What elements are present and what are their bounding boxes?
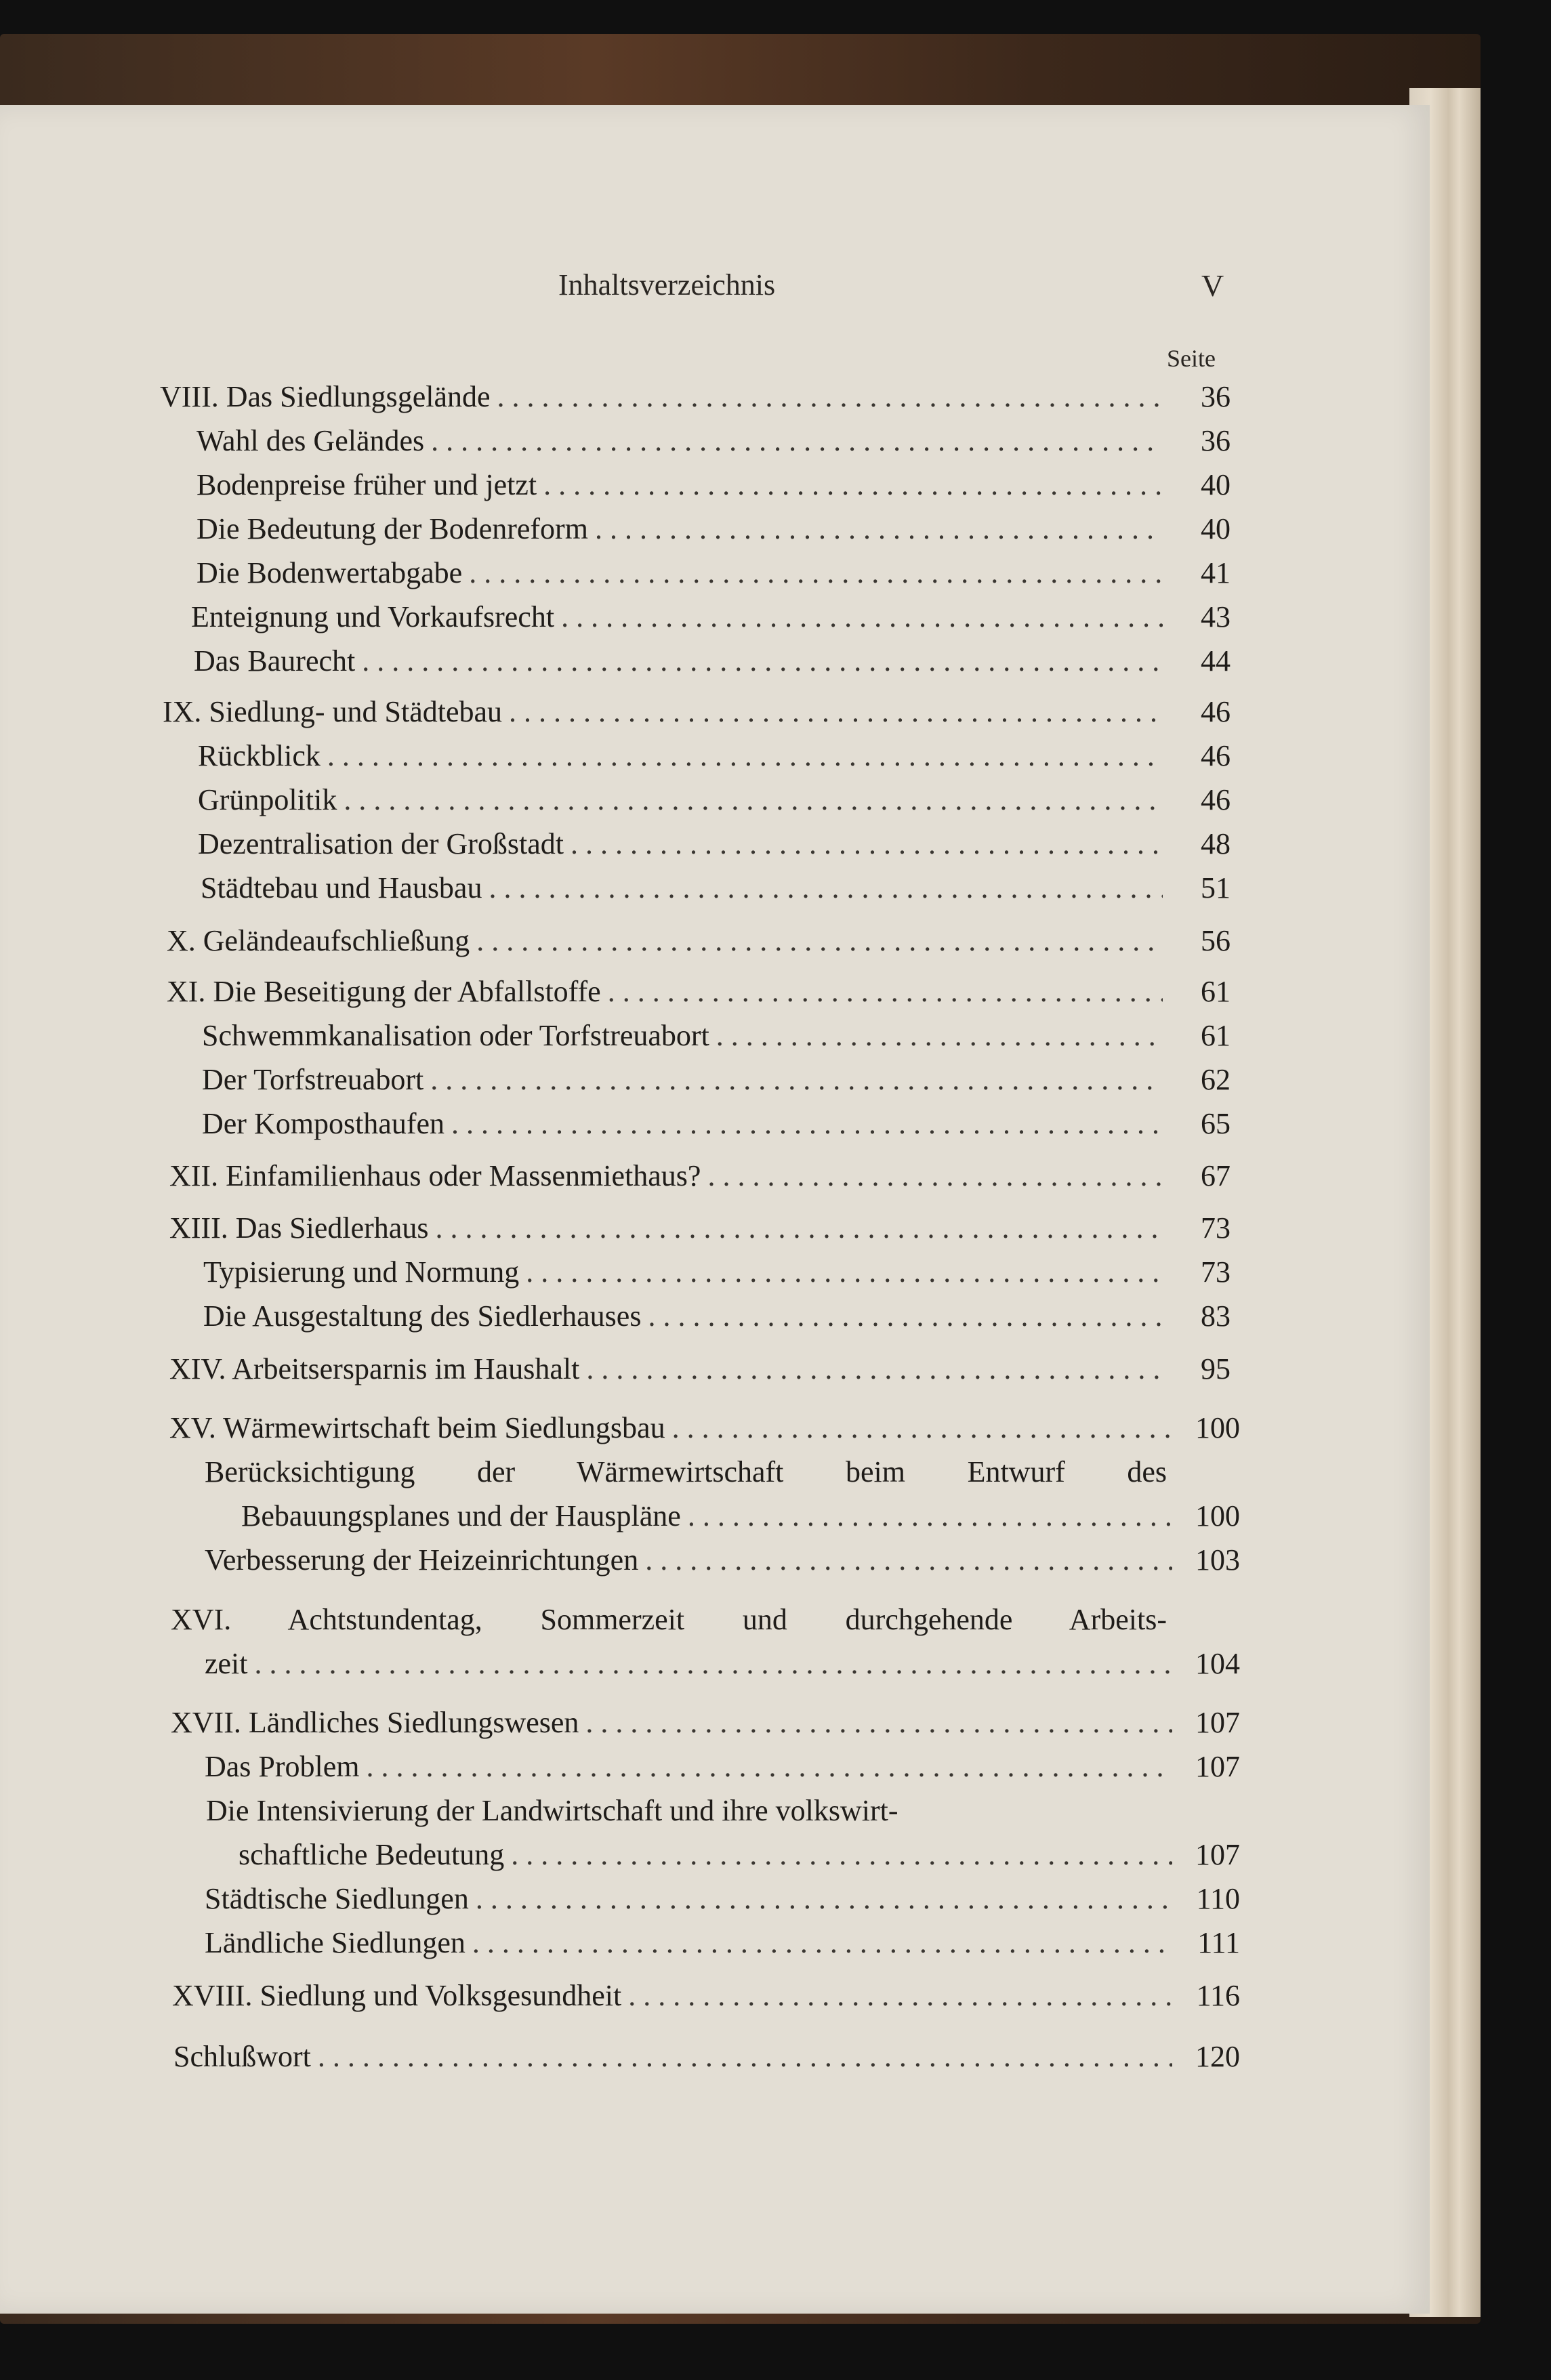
- toc-entry-title: Städtische Siedlungen: [205, 1882, 469, 1915]
- toc-entry: [241, 1499, 1240, 1539]
- toc-entry: [205, 1749, 1240, 1790]
- toc-entry: [197, 423, 1231, 464]
- toc-entry: [205, 1543, 1240, 1583]
- toc-entry: [198, 782, 1231, 823]
- leader-dots: [561, 600, 1163, 634]
- toc-entry-title: IX. Siedlung- und Städtebau: [163, 695, 503, 728]
- toc-entry-page: 95: [1201, 1352, 1231, 1385]
- leader-dots: [526, 1255, 1163, 1289]
- leader-dots: [451, 1106, 1163, 1141]
- toc-entry-page: 48: [1201, 827, 1231, 860]
- toc-entry-title: Das Problem: [205, 1750, 360, 1783]
- toc-entry: [172, 1978, 1240, 2019]
- leader-dots: [431, 423, 1163, 458]
- toc-entry-page: 56: [1201, 924, 1231, 957]
- running-title: Inhaltsverzeichnis: [558, 268, 776, 301]
- toc-entry-page: 62: [1201, 1063, 1231, 1096]
- leader-dots: [327, 738, 1163, 773]
- toc-entry-title-continued: XVI. Achtstundentag, Sommerzeit und durchgehende Arbeits-: [171, 1603, 1167, 1636]
- toc-entry-page: 73: [1201, 1255, 1231, 1289]
- toc-entry-title: Die Bedeutung der Bodenreform: [197, 512, 588, 545]
- toc-entry-page: 51: [1201, 871, 1231, 904]
- leader-dots: [472, 1925, 1172, 1960]
- toc-entry: [194, 644, 1231, 684]
- toc-entry-page: 107: [1195, 1838, 1240, 1871]
- toc-entry-title: Rückblick: [198, 739, 320, 772]
- toc-entry: [197, 556, 1231, 596]
- toc-entry-page: 83: [1201, 1299, 1231, 1333]
- toc-entry: [160, 379, 1231, 420]
- leader-dots: [672, 1411, 1172, 1445]
- toc-entry-page: 36: [1201, 380, 1231, 413]
- toc-entry-title: XI. Die Beseitigung der Abfallstoffe: [167, 975, 601, 1008]
- toc-entry-page: 107: [1195, 1706, 1240, 1739]
- toc-entry-page: 116: [1196, 1979, 1240, 2012]
- leader-dots: [585, 1705, 1172, 1740]
- leader-dots: [586, 1352, 1163, 1386]
- toc-entry-title: XVII. Ländliches Siedlungswesen: [171, 1706, 579, 1739]
- leader-dots: [476, 923, 1163, 958]
- toc-entry-title: XIV. Arbeitsersparnis im Haushalt: [169, 1352, 580, 1385]
- toc-entry: [169, 1211, 1231, 1251]
- toc-entry-page: 100: [1195, 1499, 1240, 1532]
- toc-entry-title: Typisierung und Normung: [203, 1255, 520, 1289]
- leader-dots: [707, 1158, 1163, 1193]
- toc-entry-title: Bodenpreise früher und jetzt: [197, 468, 537, 501]
- toc-entry-title: Enteignung und Vorkaufsrecht: [191, 600, 555, 633]
- toc-entry: [163, 694, 1231, 735]
- toc-entry-title: schaftliche Bedeutung: [239, 1838, 505, 1871]
- toc-entry-page: 41: [1201, 556, 1231, 589]
- leader-dots: [318, 2039, 1172, 2074]
- toc-entry-title: zeit: [205, 1647, 248, 1680]
- toc-entry-title: Dezentralisation der Großstadt: [198, 827, 564, 860]
- toc-entry: [167, 974, 1231, 1015]
- toc-entry-title: Die Ausgestaltung des Siedlerhauses: [203, 1299, 642, 1333]
- toc-entry: [202, 1106, 1231, 1147]
- toc-entry: [171, 1705, 1240, 1746]
- toc-entry: [201, 871, 1231, 911]
- toc-entry-page: 103: [1195, 1543, 1240, 1577]
- toc-entry-title: XVIII. Siedlung und Volksgesundheit: [172, 1979, 622, 2012]
- toc-entry-page: 104: [1195, 1647, 1240, 1680]
- toc-entry-title: Die Bodenwertabgabe: [197, 556, 463, 589]
- leader-dots: [489, 871, 1163, 905]
- toc-entry: [202, 1062, 1231, 1103]
- toc-entry: [169, 1352, 1231, 1392]
- leader-dots: [430, 1062, 1163, 1097]
- toc-entry-page: 46: [1201, 739, 1231, 772]
- toc-entry-page: 110: [1196, 1882, 1240, 1915]
- toc-entry-page: 61: [1201, 975, 1231, 1008]
- toc-entry-title: XII. Einfamilienhaus oder Massenmiethaus?: [169, 1159, 701, 1192]
- toc-entry-title: Grünpolitik: [198, 783, 337, 816]
- leader-dots: [688, 1499, 1172, 1533]
- toc-entry-title: Ländliche Siedlungen: [205, 1926, 466, 1959]
- toc-entry-page: 111: [1197, 1926, 1240, 1959]
- toc-entry-page: 73: [1201, 1211, 1231, 1245]
- toc-entry-title: Der Komposthaufen: [202, 1107, 445, 1140]
- leader-dots: [255, 1646, 1172, 1681]
- leader-dots: [344, 782, 1163, 817]
- leader-dots: [509, 694, 1163, 729]
- leader-dots: [648, 1299, 1163, 1333]
- toc-entry-page: 100: [1195, 1411, 1240, 1444]
- leader-dots: [511, 1837, 1172, 1872]
- leader-dots: [497, 379, 1163, 414]
- leader-dots: [608, 974, 1163, 1009]
- toc-entry-title: Bebauungsplanes und der Hauspläne: [241, 1499, 681, 1532]
- toc-entry-title: Städtebau und Hausbau: [201, 871, 482, 904]
- toc-entry: [202, 1018, 1231, 1059]
- toc-entry-title-continued: Die Intensivierung der Landwirtschaft und ihre volkswirt-: [206, 1794, 898, 1827]
- page-folio: V: [1201, 268, 1224, 303]
- toc-entry-page: 120: [1195, 2040, 1240, 2073]
- toc-entry-title: Verbesserung der Heizeinrichtungen: [205, 1543, 639, 1577]
- toc-entry: [198, 738, 1231, 779]
- toc-entry: [167, 923, 1231, 964]
- toc-entry: [205, 1925, 1240, 1966]
- toc-entry-title: XIII. Das Siedlerhaus: [169, 1211, 429, 1245]
- leader-dots: [628, 1978, 1172, 2013]
- toc-entry-title: Schwemmkanalisation oder Torfstreuabort: [202, 1019, 709, 1052]
- toc-entry: [173, 2039, 1240, 2080]
- toc-entry-title: VIII. Das Siedlungsgelände: [160, 380, 491, 413]
- leader-dots: [716, 1018, 1163, 1053]
- toc-entry: [203, 1255, 1231, 1295]
- toc-entry: [169, 1411, 1240, 1451]
- toc-entry-title: Wahl des Geländes: [197, 424, 425, 457]
- toc-entry-page: 61: [1201, 1019, 1231, 1052]
- leader-dots: [645, 1543, 1172, 1577]
- toc-entry-page: 46: [1201, 783, 1231, 816]
- toc-entry-title: Das Baurecht: [194, 644, 356, 677]
- leader-dots: [362, 644, 1163, 678]
- toc-entry-title: Schlußwort: [173, 2040, 311, 2073]
- toc-entry: [169, 1158, 1231, 1199]
- leader-dots: [367, 1749, 1172, 1784]
- toc-entry: [197, 512, 1231, 552]
- toc-entry: [191, 600, 1231, 640]
- toc-entry-page: 46: [1201, 695, 1231, 728]
- leader-dots: [476, 1881, 1172, 1916]
- toc-entry: [205, 1646, 1240, 1687]
- toc-entry: [239, 1837, 1240, 1878]
- leader-dots: [543, 467, 1163, 502]
- toc-entry-page: 40: [1201, 512, 1231, 545]
- toc-entry-page: 43: [1201, 600, 1231, 633]
- toc-entry: [198, 827, 1231, 867]
- toc-entry-page: 107: [1195, 1750, 1240, 1783]
- toc-entry: [205, 1881, 1240, 1922]
- toc-entry: [203, 1299, 1231, 1339]
- toc-entry-title: Der Torfstreuabort: [202, 1063, 424, 1096]
- leader-dots: [435, 1211, 1163, 1245]
- toc-entry-page: 44: [1201, 644, 1231, 677]
- toc-entry-page: 65: [1201, 1107, 1231, 1140]
- toc-entry-title: X. Geländeaufschließung: [167, 924, 470, 957]
- toc-entry: [197, 467, 1231, 508]
- toc-entry-page: 36: [1201, 424, 1231, 457]
- toc-entry-page: 67: [1201, 1159, 1231, 1192]
- column-label-seite: Seite: [1167, 345, 1216, 372]
- leader-dots: [595, 512, 1163, 546]
- leader-dots: [469, 556, 1163, 590]
- toc-entry-title: XV. Wärmewirtschaft beim Siedlungsbau: [169, 1411, 665, 1444]
- toc-entry-page: 40: [1201, 468, 1231, 501]
- toc-entry-title-continued: Berücksichtigung der Wärmewirtschaft beim Entwurf des: [205, 1455, 1167, 1488]
- leader-dots: [571, 827, 1163, 861]
